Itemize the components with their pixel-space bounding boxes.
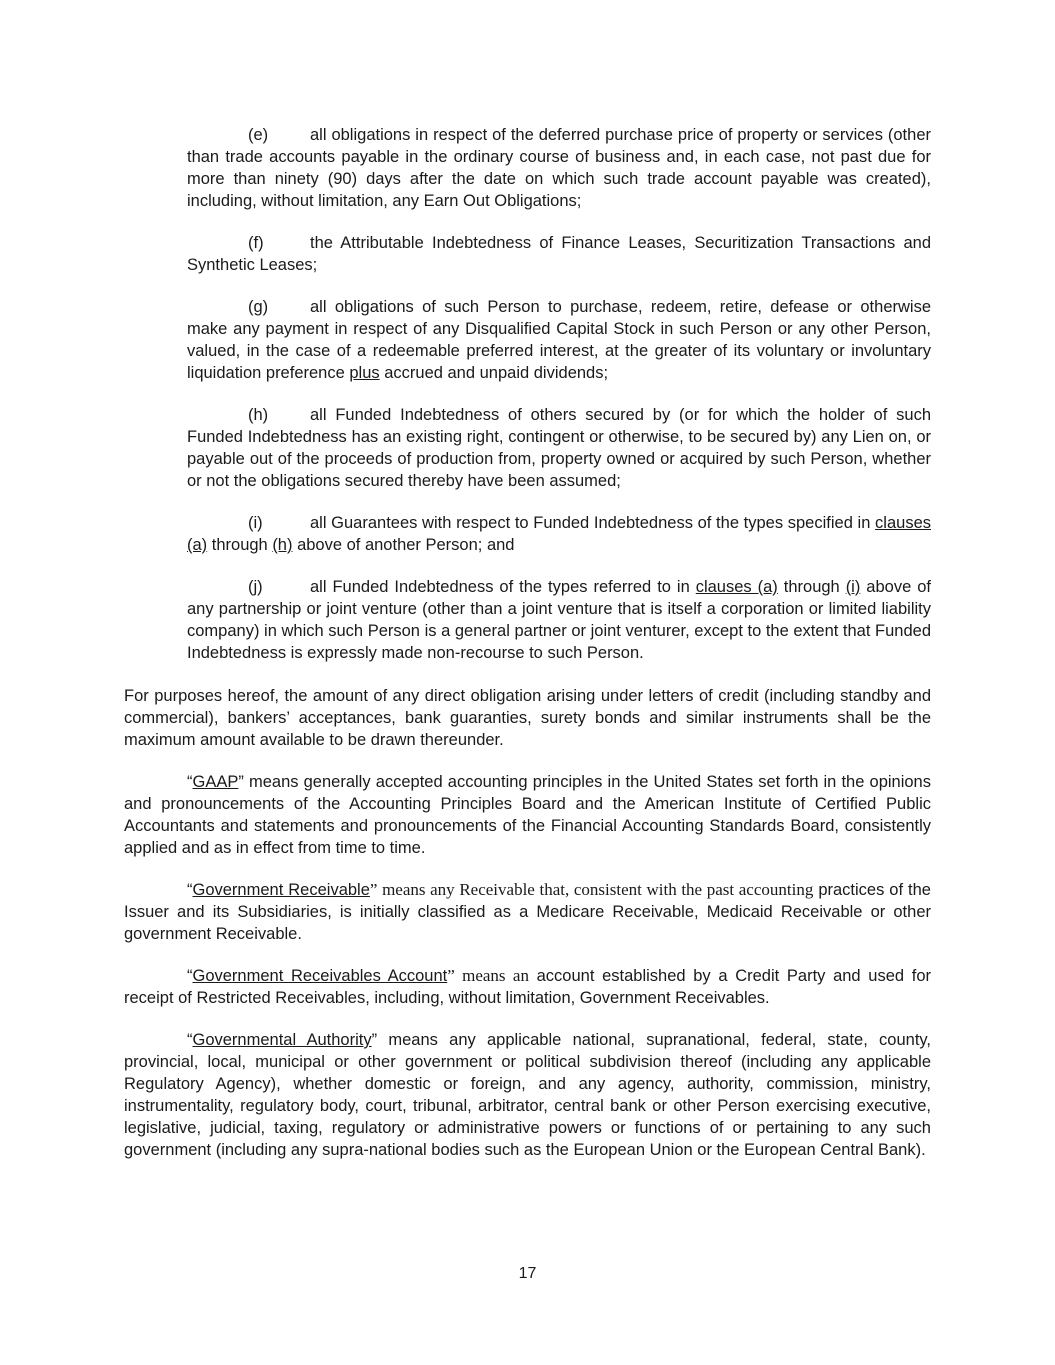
clause-number: (i): [248, 514, 263, 532]
definition-government-receivables-account: [124, 965, 931, 1009]
defined-term: Governmental Authority: [192, 1031, 372, 1049]
clause-text: all Funded Indebtedness of others secured by (or for which the holder of such Funded Indebtedness has an existing right, contingent or otherwise, to be secured by) any Lien on, or payable out of the proceeds of production from, property owned or acquired by such Person, whether or not the obligations secured thereby have been assumed;: [187, 406, 931, 490]
close-quote: ”: [447, 966, 455, 985]
open-quote: “: [187, 967, 193, 985]
page-number: 17: [518, 1265, 537, 1282]
definition-government-receivable: [124, 879, 931, 945]
close-quote: ”: [238, 773, 244, 791]
definition-text: practices of the Issuer and its Subsidiaries, is initially classified as a Medicare Receivable, Medicaid Receivable or other government Receivable.: [124, 881, 931, 943]
clause-text: all obligations in respect of the deferred purchase price of property or services (other than trade accounts payable in the ordinary course of business and, in each case, not past due for more than ninety (90) days after the date on which such trade account payable was created), including, without limitation, any Earn Out Obligations;: [187, 126, 931, 210]
clause-text: accrued and unpaid dividends;: [379, 364, 609, 382]
clause-text: all Funded Indebtedness of the types referred to in: [310, 578, 696, 596]
clause-f: [187, 232, 931, 276]
clause-e: [187, 124, 931, 212]
clause-g: [187, 296, 931, 384]
clause-text: through: [777, 578, 846, 596]
clause-number: (g): [248, 298, 269, 316]
open-quote: “: [187, 1031, 193, 1049]
definition-governmental-authority: [124, 1029, 931, 1161]
clause-text: above of any partnership or joint venture (other than a joint venture that is itself a corporation or limited liability company) in which such Person is a general partner or joint venturer, except to the extent that Funded Indebtedness is expressly made non-recourse to such Person.: [187, 578, 931, 662]
definition-gaap: [124, 771, 931, 859]
clause-reference: (h): [272, 536, 293, 554]
clause-text: through: [207, 536, 273, 554]
clause-reference: (i): [845, 578, 861, 596]
underlined-term: plus: [349, 364, 380, 382]
definition-text: means generally accepted accounting principles in the United States set forth in the opinions and pronouncements of the Accounting Principles Board and the American Institute of Certified Public Accountants and statements and pronouncements of the Financial Accounting Standards Board, consistently applied and as in effect from time to time.: [124, 773, 931, 857]
defined-term: Government Receivable: [192, 881, 370, 899]
clause-number: (f): [248, 234, 264, 252]
open-quote: “: [187, 773, 193, 791]
close-quote: ”: [371, 1031, 378, 1049]
clause-text: the Attributable Indebtedness of Finance Leases, Securitization Transactions and Synthetic Leases;: [187, 234, 931, 274]
definition-text: account established by a Credit Party and used for receipt of Restricted Receivables, including, without limitation, Government Receivables.: [124, 967, 931, 1007]
clause-h: [187, 404, 931, 492]
clause-number: (h): [248, 406, 269, 424]
defined-term: Government Receivables Account: [192, 967, 448, 985]
clause-number: (j): [248, 578, 263, 596]
clause-text: above of another Person; and: [292, 536, 515, 554]
clause-reference: clauses (a): [695, 578, 778, 596]
clause-reference: clauses (a): [187, 514, 931, 554]
defined-term: GAAP: [192, 773, 239, 791]
definition-text: means any Receivable that, consistent with the past accounting: [377, 880, 814, 899]
definition-text: means an: [454, 966, 529, 985]
close-quote: ”: [369, 880, 378, 899]
clause-text: all Guarantees with respect to Funded Indebtedness of the types specified in: [310, 514, 876, 532]
clause-j: [187, 576, 931, 664]
clause-i: [187, 512, 931, 556]
purposes-paragraph: For purposes hereof, the amount of any direct obligation arising under letters of credit (including standby and commercial), bankers’ acceptances, bank guaranties, surety bonds and similar instruments shall be the maximum amount available to be drawn thereunder.: [124, 687, 931, 749]
clause-number: (e): [248, 126, 269, 144]
open-quote: “: [187, 881, 193, 899]
definition-text: means any applicable national, supranational, federal, state, county, provincial, local, municipal or other government or political subdivision thereof (including any applicable Regulatory Agency), whether domestic or foreign, and any agency, authority, commission, ministry, instrumentality, regulatory body, court, tribunal, arbitrator, central bank or other Person exercising executive, legislative, judicial, taxing, regulatory or administrative powers or functions of or pertaining to any such government (including any supra-national bodies such as the European Union or the European Central Bank).: [124, 1031, 932, 1159]
clause-text: all obligations of such Person to purchase, redeem, retire, defease or otherwise make any payment in respect of any Disqualified Capital Stock in such Person or any other Person, valued, in the case of a redeemable preferred interest, at the greater of its voluntary or involuntary liquidation preference: [187, 298, 931, 382]
